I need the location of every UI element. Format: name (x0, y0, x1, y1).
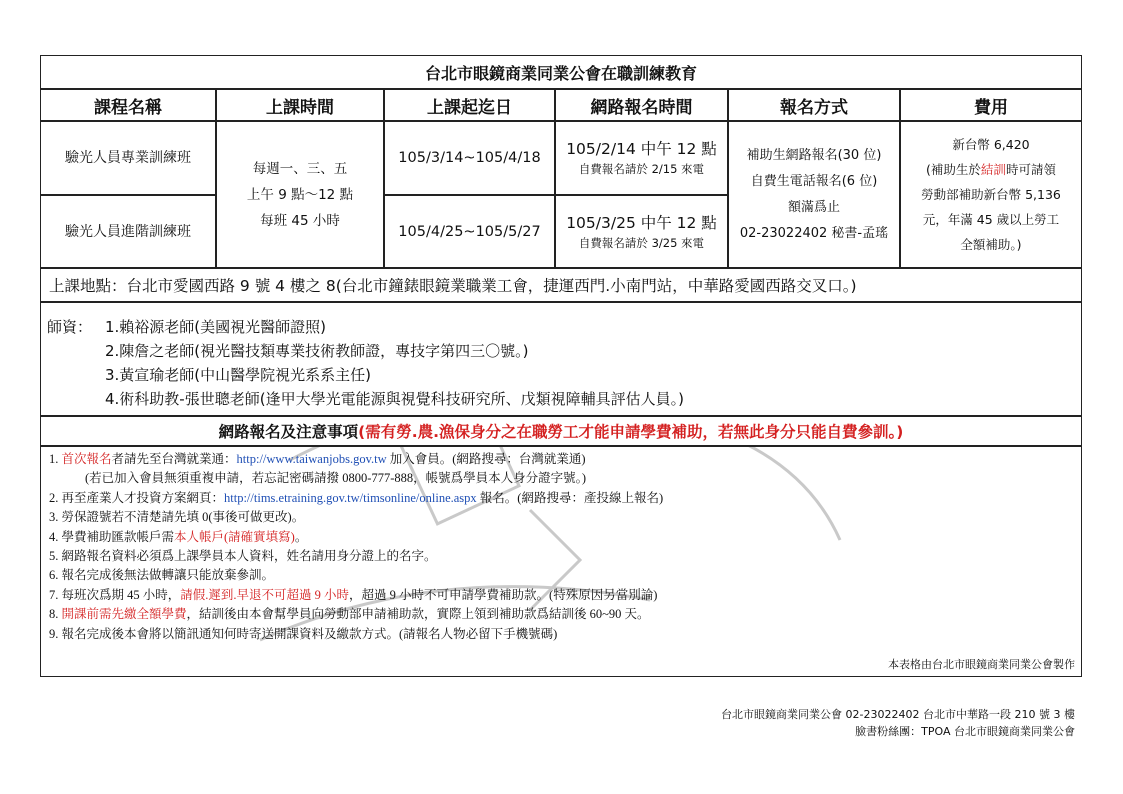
teacher-4: 4.術科助教-張世聰老師(逢甲大學光電能源與視覺科技研究所、戊類視障輔具評估人員。) (105, 390, 684, 408)
schedule-hours: 上午 9 點～12 點 (246, 186, 354, 203)
taiwanjobs-link[interactable]: http://www.taiwanjobs.gov.tw (236, 452, 387, 466)
note-3: 3. 勞保證號若不清楚請先填 0(事後可做更改)。 (49, 510, 305, 525)
schedule-total: 每班 45 小時 (260, 212, 340, 229)
reg-time-cell-2 (555, 195, 728, 268)
tims-link[interactable]: http://tims.etraining.gov.tw/timsonline/online.aspx (224, 490, 477, 505)
teacher-3: 3.黃宣瑜老師(中山醫學院視光系系主任) (105, 366, 372, 384)
course-dates-1: 105/3/14~105/4/18 (384, 121, 555, 195)
note-8: 8. 開課前需先繳全額學費，結訓後由本會幫學員向勞動部申請補助款，實際上領到補助款爲結訓後 60~90 天。 (49, 607, 650, 622)
teachers-section (40, 302, 1082, 416)
fee-age-condition: 元，年滿 45 歲以上勞工 (922, 212, 1060, 227)
method-subsidized: 補助生網路報名(30 位) (746, 147, 882, 163)
method-until-full: 額滿爲止 (787, 199, 840, 215)
note-5: 5. 網路報名資料必須爲上課學員本人資料，姓名請用身分證上的名字。 (49, 549, 437, 564)
header-date-range: 上課起迄日 (384, 89, 555, 121)
note-2: 2. 再至產業人才投資方案網頁：http://tims.etraining.gov.tw/timsonline/online.aspx 報名。(網路搜尋：產投線上報名) (49, 490, 664, 505)
reg-time-2: 105/3/25 中午 12 點 (566, 213, 717, 232)
note-9: 9. 報名完成後本會將以簡訊通知何時寄送開課資料及繳款方式。(請報名人物必留下手機號碼) (49, 626, 558, 641)
notes-section (40, 446, 1082, 677)
reg-note-2: 自費報名請於 3/25 來電 (578, 235, 705, 250)
note-1: 1. 首次報名者請先至台灣就業通：http://www.taiwanjobs.gov.tw 加入會員。(網路搜尋：台灣就業通) (49, 452, 586, 466)
notice-title: 網路報名及注意事項 (218, 423, 359, 441)
header-online-registration: 網路報名時間 (555, 89, 728, 121)
header-registration-method: 報名方式 (728, 89, 900, 121)
note-4: 4. 學費補助匯款帳戶需本人帳戶(請確實填寫)。 (49, 529, 308, 544)
course-name-1: 驗光人員專業訓練班 (40, 121, 216, 195)
notice-heading (40, 416, 1082, 446)
course-dates-2: 105/4/25~105/5/27 (384, 195, 555, 268)
note-6: 6. 報名完成後無法做轉讓只能放棄參訓。 (49, 568, 275, 583)
note-7: 7. 每班次爲期 45 小時，請假.遲到.早退不可超過 9 小時，超過 9 小時不可申請學費補助款。(特殊原因另當別論) (49, 587, 658, 602)
teacher-2: 2.陳詹之老師(視光醫技類專業技術教師證，專技字第四三〇號。) (105, 342, 529, 360)
header-class-time: 上課時間 (216, 89, 384, 121)
fee-subsidy-line: (補助生於結訓時可請領 (926, 162, 1056, 177)
notice-title-warning: (需有勞.農.漁保身分之在職勞工才能申請學費補助，若無此身分只能自費參訓。) (358, 423, 904, 441)
reg-note-1: 自費報名請於 2/15 來電 (578, 162, 705, 176)
course-name-2: 驗光人員進階訓練班 (40, 195, 216, 268)
teacher-1: 1.賴裕源老師(美國視光醫師證照) (105, 318, 327, 336)
footer-facebook: 臉書粉絲團：TPOA 台北市眼鏡商業同業公會 (855, 725, 1075, 738)
fee-subsidy-amount: 勞動部補助新台幣 5,136 (921, 187, 1061, 202)
header-course-name: 課程名稱 (40, 89, 216, 121)
method-phone: 02-23022402 秘書-孟瑤 (739, 225, 889, 241)
reg-time-cell-1 (555, 121, 728, 195)
header-fee: 費用 (900, 89, 1082, 121)
fee-full-subsidy: 全額補助。) (960, 237, 1022, 252)
method-self-paid: 自費生電話報名(6 位) (750, 173, 878, 189)
document-title: 台北市眼鏡商業同業公會在職訓練教育 (40, 55, 1082, 89)
registration-method-cell (728, 121, 900, 268)
class-location: 上課地點：台北市愛國西路 9 號 4 樓之 8(台北市鐘錶眼鏡業職業工會，捷運西門.小南門站，中華路愛國西路交叉口。) (40, 268, 1082, 302)
form-credit: 本表格由台北市眼鏡商業同業公會製作 (888, 658, 1075, 671)
fee-amount: 新台幣 6,420 (952, 137, 1030, 152)
teachers-label: 師資： (47, 318, 93, 336)
schedule-cell (216, 121, 384, 268)
reg-time-1: 105/2/14 中午 12 點 (566, 140, 717, 158)
note-1-sub: (若已加入會員無須重複申請，若忘記密碼請撥 0800-777-888，帳號爲學員本人身分證字號。) (85, 471, 587, 486)
footer-contact: 台北市眼鏡商業同業公會 02-23022402 台北市中華路一段 210 號 3 樓 (721, 708, 1075, 721)
schedule-days: 每週一、三、五 (252, 160, 348, 177)
fee-cell (900, 121, 1082, 268)
